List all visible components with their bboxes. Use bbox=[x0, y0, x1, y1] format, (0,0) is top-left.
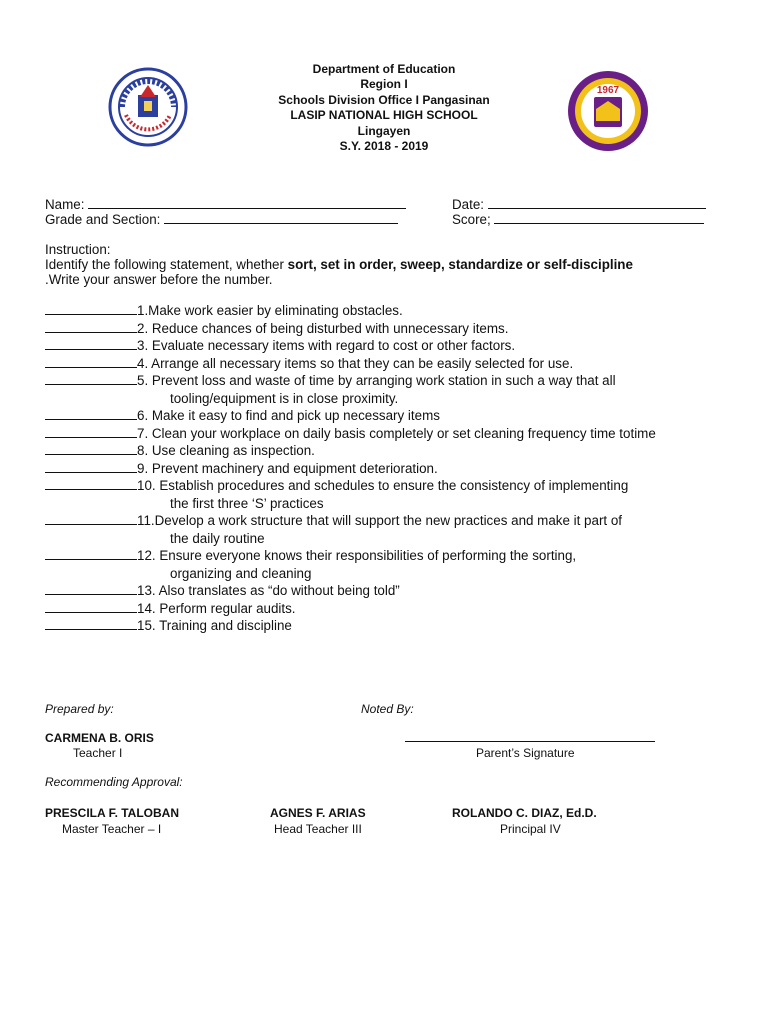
answer-blank[interactable] bbox=[45, 356, 137, 368]
question-text: 2. Reduce chances of being disturbed with unnecessary items. bbox=[137, 320, 509, 336]
answer-blank[interactable] bbox=[45, 583, 137, 595]
principal-name: ROLANDO C. DIAZ, Ed.D. bbox=[452, 806, 597, 820]
answer-blank[interactable] bbox=[45, 303, 137, 315]
answer-blank[interactable] bbox=[45, 443, 137, 455]
parent-signature-label: Parent’s Signature bbox=[476, 746, 575, 760]
question-item bbox=[45, 583, 400, 598]
prepared-by-label: Prepared by: bbox=[45, 702, 114, 716]
question-item bbox=[45, 478, 628, 493]
answer-blank[interactable] bbox=[45, 408, 137, 420]
score-label: Score; bbox=[452, 212, 491, 227]
question-text-continued: organizing and cleaning bbox=[170, 565, 312, 581]
recommending-approval-label: Recommending Approval: bbox=[45, 775, 183, 789]
answer-blank[interactable] bbox=[45, 426, 137, 438]
parent-signature-line[interactable] bbox=[405, 741, 655, 742]
header-school-year: S.Y. 2018 - 2019 bbox=[339, 139, 429, 154]
master-teacher-name: PRESCILA F. TALOBAN bbox=[45, 806, 179, 820]
question-text: 11.Develop a work structure that will support the new practices and make it part of bbox=[137, 513, 623, 528]
grade-section-label: Grade and Section: bbox=[45, 212, 161, 227]
question-item bbox=[45, 513, 622, 528]
question-item bbox=[45, 426, 656, 441]
question-item bbox=[45, 303, 403, 318]
question-item bbox=[45, 373, 616, 388]
header-department: Department of Education bbox=[312, 62, 456, 76]
head-teacher-title: Head Teacher III bbox=[274, 822, 362, 836]
teacher-name: CARMENA B. ORIS bbox=[45, 731, 154, 745]
question-text: 8. Use cleaning as inspection. bbox=[137, 443, 315, 458]
answer-blank[interactable] bbox=[45, 601, 137, 613]
score-blank[interactable] bbox=[494, 212, 704, 224]
instruction-line bbox=[45, 257, 633, 272]
principal-title: Principal IV bbox=[500, 822, 561, 836]
instruction-text: Identify the following statement, whether bbox=[45, 257, 288, 272]
question-text: 5. Prevent loss and waste of time by arranging work station in such a way that all bbox=[137, 373, 616, 388]
header-division: Schools Division Office I Pangasinan bbox=[278, 92, 490, 107]
question-item bbox=[45, 408, 440, 423]
seal-year: 1967 bbox=[596, 85, 620, 96]
teacher-title: Teacher I bbox=[73, 746, 123, 760]
question-item bbox=[45, 548, 576, 563]
question-text: 6. Make it easy to find and pick up necessary items bbox=[137, 408, 440, 423]
question-item bbox=[45, 461, 438, 476]
date-field[interactable] bbox=[452, 197, 706, 212]
name-label: Name: bbox=[45, 197, 85, 212]
question-text: 4. Arrange all necessary items so that they can be easily selected for use. bbox=[137, 355, 574, 371]
date-blank[interactable] bbox=[488, 197, 706, 209]
instruction-note: .Write your answer before the number. bbox=[45, 272, 273, 287]
question-item bbox=[45, 356, 573, 371]
answer-blank[interactable] bbox=[45, 373, 137, 385]
question-item bbox=[45, 618, 292, 633]
name-blank[interactable] bbox=[88, 197, 406, 209]
master-teacher-title: Master Teacher – I bbox=[62, 822, 162, 836]
date-label: Date: bbox=[452, 197, 485, 212]
header-town: Lingayen bbox=[357, 123, 411, 138]
answer-blank[interactable] bbox=[45, 321, 137, 333]
head-teacher-name: AGNES F. ARIAS bbox=[270, 806, 366, 820]
score-field[interactable] bbox=[452, 212, 704, 227]
question-text: 3. Evaluate necessary items with regard to cost or other factors. bbox=[137, 338, 516, 353]
answer-blank[interactable] bbox=[45, 478, 137, 490]
question-text: 9. Prevent machinery and equipment deterioration. bbox=[137, 460, 438, 476]
answer-blank[interactable] bbox=[45, 461, 137, 473]
question-text: 10. Establish procedures and schedules to ensure the consistency of implementing bbox=[137, 478, 629, 493]
question-text: 14. Perform regular audits. bbox=[137, 600, 296, 616]
header-school: LASIP NATIONAL HIGH SCHOOL bbox=[290, 108, 478, 123]
question-item bbox=[45, 443, 315, 458]
question-item bbox=[45, 321, 508, 336]
grade-section-field[interactable] bbox=[45, 212, 398, 227]
answer-blank[interactable] bbox=[45, 618, 137, 630]
question-text-continued: tooling/equipment is in close proximity. bbox=[170, 390, 399, 406]
answer-blank[interactable] bbox=[45, 548, 137, 560]
instruction-title: Instruction: bbox=[45, 242, 111, 257]
answer-blank[interactable] bbox=[45, 513, 137, 525]
name-field[interactable] bbox=[45, 197, 406, 212]
answer-blank[interactable] bbox=[45, 338, 137, 350]
question-text: 13. Also translates as “do without being told” bbox=[137, 583, 400, 598]
grade-section-blank[interactable] bbox=[164, 212, 398, 224]
question-item bbox=[45, 338, 515, 353]
question-text-continued: the first three ‘S’ practices bbox=[170, 495, 324, 511]
header-region: Region I bbox=[360, 77, 408, 92]
document-header bbox=[0, 62, 768, 154]
question-text: 15. Training and discipline bbox=[137, 618, 292, 633]
question-item bbox=[45, 601, 296, 616]
question-text: 12. Ensure everyone knows their responsibilities of performing the sorting, bbox=[137, 548, 577, 563]
question-text-continued: the daily routine bbox=[170, 530, 265, 546]
question-text: 1.Make work easier by eliminating obstacles. bbox=[137, 303, 403, 318]
instruction-options: sort, set in order, sweep, standardize or self-discipline bbox=[287, 257, 633, 272]
noted-by-label: Noted By: bbox=[361, 702, 414, 716]
question-text: 7. Clean your workplace on daily basis completely or set cleaning frequency time totime bbox=[137, 425, 656, 441]
